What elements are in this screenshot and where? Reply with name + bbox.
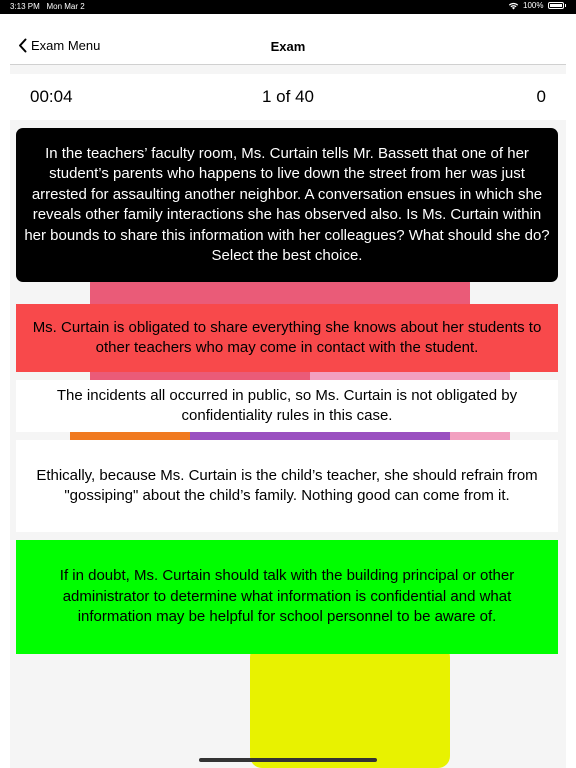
back-button-label: Exam Menu [31, 38, 101, 53]
timer: 00:04 [30, 87, 73, 106]
status-time: 3:13 PM [10, 2, 40, 11]
status-date: Mon Mar 2 [46, 2, 85, 11]
answer-option-1[interactable] [16, 304, 558, 372]
page-title: Exam [270, 39, 306, 54]
answer-text: Ms. Curtain is obligated to share everything she knows about her students to other teachers who may come in contact with the student. [32, 318, 542, 356]
answer-option-3[interactable] [16, 440, 558, 532]
battery-percent: 100% [523, 1, 544, 10]
question-card [16, 128, 558, 282]
status-bar [0, 0, 576, 14]
answer-text: If in doubt, Ms. Curtain should talk with the building principal or other administrator to determine what information is confidential and what information may be helpful for school personnel to be aware of. [59, 567, 515, 626]
wifi-icon [508, 2, 519, 10]
answer-text: The incidents all occurred in public, so Ms. Curtain is not obligated by confidentiality rules in this case. [56, 386, 518, 424]
home-indicator[interactable] [199, 758, 377, 762]
answer-text: Ethically, because Ms. Curtain is the child’s teacher, she should refrain from "gossiping" about the child’s family. Nothing good can come from it. [36, 466, 538, 504]
answer-option-2[interactable] [16, 380, 558, 432]
answer-option-4[interactable] [16, 540, 558, 654]
navigation-bar [10, 14, 566, 65]
question-text: In the teachers’ faculty room, Ms. Curtain tells Mr. Bassett that one of her student’s parents who happens to live down the street from her was just arrested for assaulting another neighbor. A conversation ensues in which she reveals other family interactions she has observed also. Is Ms. Curtain within her bounds to share this information with her colleagues? What should she do? Select the best choice. [24, 144, 550, 264]
bg-shape-yellow [250, 645, 450, 768]
battery-tip [565, 4, 567, 7]
battery-icon [548, 2, 564, 9]
question-progress: 1 of 40 [262, 87, 314, 106]
status-right [508, 1, 566, 10]
exam-info-row [10, 74, 566, 120]
score: 0 [536, 87, 546, 106]
status-time-date [10, 2, 85, 11]
